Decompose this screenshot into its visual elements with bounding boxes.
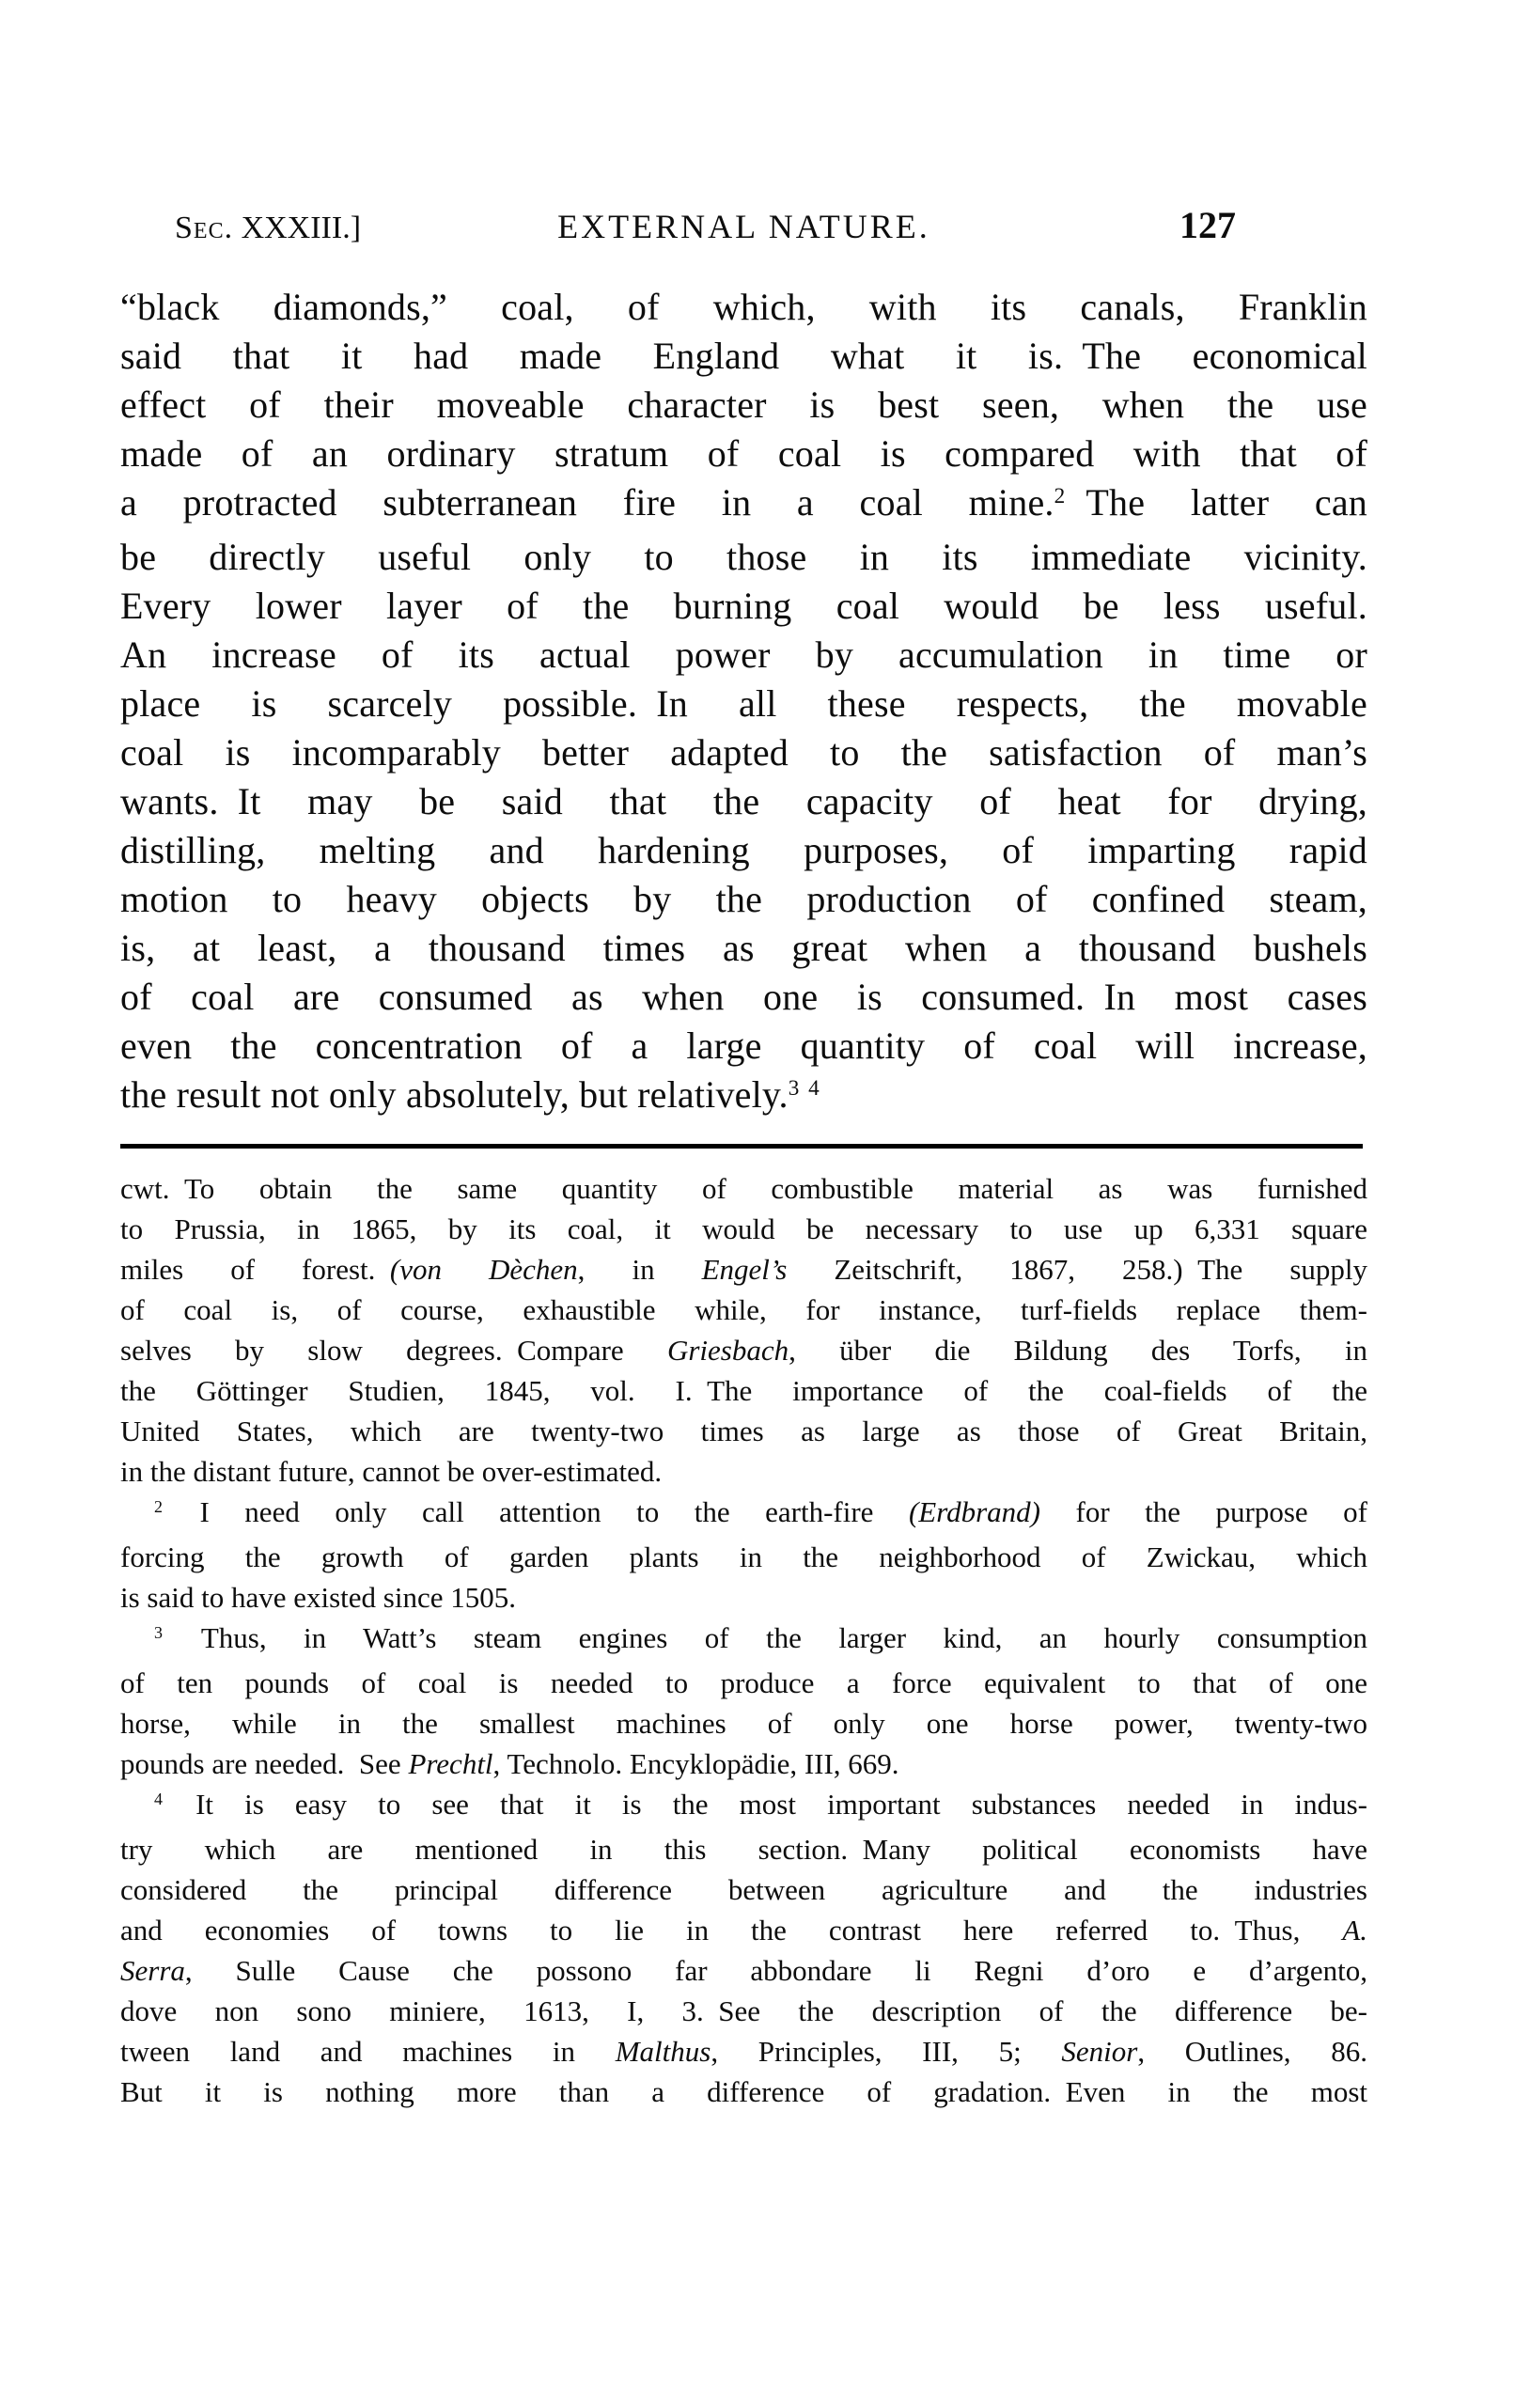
footnote-line: $^2$ I need only call attention to the earth-fire (Erdbrand) for the purpose of (154, 1495, 1367, 1528)
body-line: of coal are consumed as when one is consumed. In most cases (120, 976, 1367, 1018)
section-label (120, 211, 557, 246)
footnote-line: $^4$ It is easy to see that it is the most important substances needed in indus- (154, 1788, 1367, 1821)
body-line: distilling, melting and hardening purposes, of imparting rapid (120, 829, 1367, 871)
body-line: “black diamonds,” coal, of which, with its canals, Franklin (120, 286, 1367, 328)
footnote-line: in the distant future, cannot be over-estimated. (120, 1455, 663, 1488)
footnote-line: dove non sono miniere, 1613, I, 3. See the description of the difference be- (120, 1994, 1367, 2027)
footnote-line: the Göttinger Studien, 1845, vol. I. The importance of the coal-fields of the (120, 1374, 1367, 1407)
footnote-line: selves by slow degrees. Compare Griesbach, über die Bildung des Torfs, in (120, 1334, 1368, 1367)
body-line: place is scarcely possible. In all these respects, the movable (120, 682, 1367, 725)
footnote-line: horse, while in the smallest machines of only one horse power, twenty-two (120, 1707, 1367, 1740)
body-line: be directly useful only to those in its immediate vicinity. (120, 536, 1367, 578)
body-line: made of an ordinary stratum of coal is compared with that of (120, 432, 1367, 475)
footnote-line: of ten pounds of coal is needed to produce a force equivalent to that of one (120, 1666, 1367, 1699)
footnote-divider (120, 1144, 1363, 1149)
footnote-line: miles of forest. (von Dèchen, in Engel’s Zeitschrift, 1867, 258.) The supply (120, 1253, 1367, 1286)
body-line: coal is incomparably better adapted to the satisfaction of man’s (120, 731, 1367, 774)
footnote-line: tween land and machines in Malthus, Principles, III, 5; Senior, Outlines, 86. (120, 2035, 1367, 2068)
body-text (120, 283, 1367, 1125)
body-line: even the concentration of a large quantity of coal will increase, (120, 1024, 1367, 1067)
footnote-line: $^3$ Thus, in Watt’s steam engines of the larger kind, an hourly consumption (154, 1621, 1367, 1654)
page-header (120, 203, 1367, 247)
body-line: said that it had made England what it is. The economical (120, 335, 1367, 377)
footnote-line: is said to have existed since 1505. (120, 1581, 516, 1614)
footnote-line: forcing the growth of garden plants in the neighborhood of Zwickau, which (120, 1540, 1367, 1573)
running-title: EXTERNAL NATURE. (557, 208, 930, 245)
footnote-line: pounds are needed. See Prechtl, Technolo. Encyklopädie, III, 669. (120, 1747, 899, 1780)
page-number: 127 (1179, 204, 1236, 246)
footnote-line: But it is nothing more than a difference of gradation. Even in the most (120, 2075, 1367, 2108)
footnote-line: United States, which are twenty-two times as large as those of Great Britain, (120, 1415, 1367, 1447)
body-line: An increase of its actual power by accumulation in time or (120, 633, 1367, 676)
section-prefix: Sec. (175, 211, 234, 245)
footnote-line: cwt. To obtain the same quantity of combustible material as was furnished (120, 1172, 1367, 1205)
body-line: wants. It may be said that the capacity of heat for drying, (120, 780, 1367, 822)
body-line: Every lower layer of the burning coal would be less useful. (120, 585, 1367, 627)
body-line: is, at least, a thousand times as great when a thousand bushels (120, 927, 1367, 969)
footnote-line: considered the principal difference between agriculture and the industries (120, 1873, 1367, 1906)
body-line: effect of their moveable character is best seen, when the use (120, 383, 1367, 426)
footnote-line: and economies of towns to lie in the contrast here referred to. Thus, A. (120, 1914, 1367, 1947)
footnote-line: to Prussia, in 1865, by its coal, it would be necessary to use up 6,331 square (120, 1212, 1367, 1245)
section-number: XXXIII.] (233, 211, 362, 245)
footnotes (120, 1168, 1367, 2112)
body-line: motion to heavy objects by the production of confined steam, (120, 878, 1367, 920)
body-line: the result not only absolutely, but relatively.$^{3 4}$ (120, 1073, 821, 1116)
footnote-line: of coal is, of course, exhaustible while, for instance, turf-fields replace them- (120, 1293, 1367, 1326)
body-line: a protracted subterranean fire in a coal mine.$^2$ The latter can (120, 481, 1367, 524)
footnote-line: Serra, Sulle Cause che possono far abbondare li Regni d’oro e d’argento, (120, 1954, 1367, 1987)
footnote-line: try which are mentioned in this section. Many political economists have (120, 1833, 1367, 1866)
